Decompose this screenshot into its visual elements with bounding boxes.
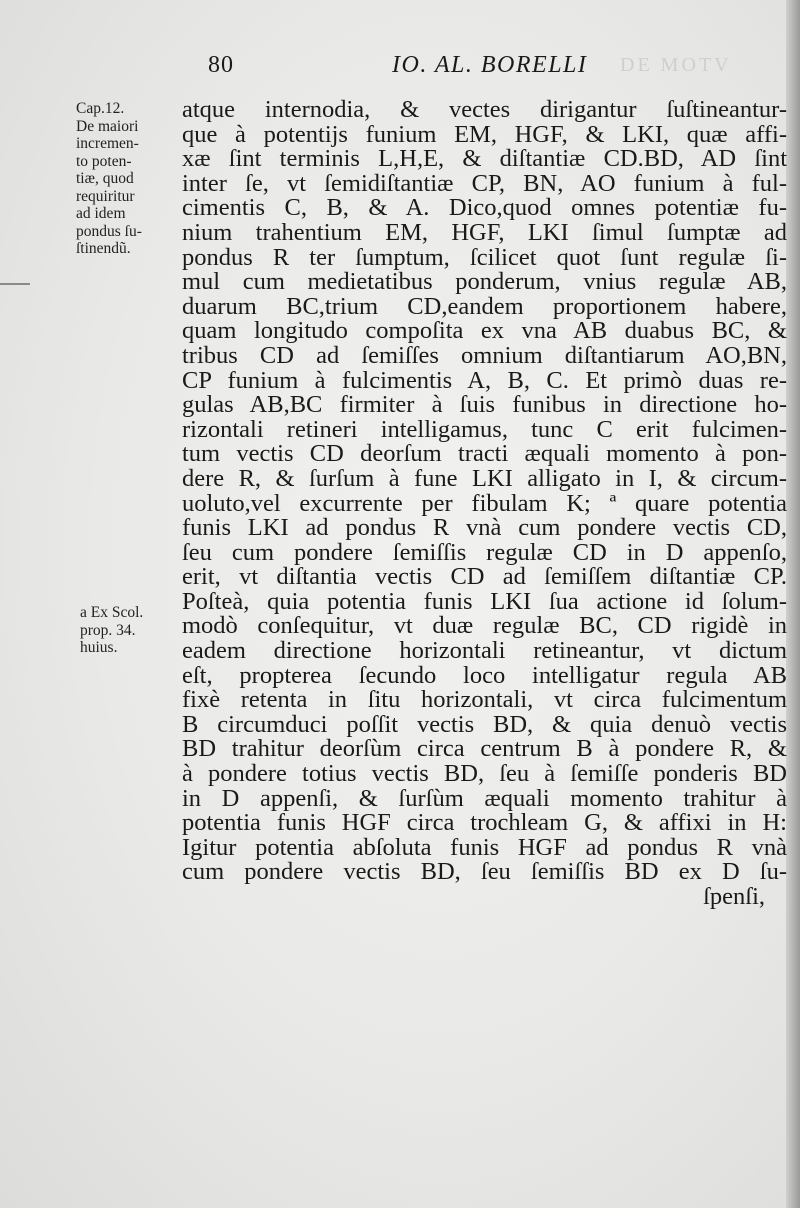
body-line: mul cum medietatibus ponderum, vnius regulæ AB,: [182, 268, 787, 296]
body-line: cum pondere vectis BD, ſeu ſemiſſis BD ex D ſu-: [182, 858, 787, 886]
margin-note-line: tiæ, quod: [76, 170, 134, 187]
margin-note-line: to poten-: [76, 152, 132, 170]
body-line: ſeu cum pondere ſemiſſis regulæ CD in D appenſo,: [182, 538, 787, 566]
body-text: [182, 98, 787, 910]
body-line: Igitur potentia abſoluta funis HGF ad pondus R vnà: [182, 833, 787, 861]
margin-note-line: De maiori: [76, 117, 139, 135]
body-line: potentia funis HGF circa trochleam G, & affixi in H:: [182, 809, 787, 837]
margin-note-line: huius.: [80, 639, 118, 656]
body-line: fixè retenta in ſitu horizontali, vt circa fulcimentum: [182, 686, 787, 714]
body-line: quam longitudo compoſita ex vna AB duabus BC, &: [182, 317, 787, 345]
body-line: duarum BC,trium CD,eandem proportionem habere,: [182, 292, 787, 320]
margin-note-line: pondus ſu-: [76, 222, 142, 240]
body-line: funis LKI ad pondus R vnà cum pondere vectis CD,: [182, 514, 787, 542]
catchword: ſpenſi,: [703, 883, 765, 910]
margin-note-reference: [80, 604, 176, 657]
body-line: eadem directione horizontali retineantur, vt dictum: [182, 637, 787, 665]
margin-note-line: requiritur: [76, 187, 135, 205]
body-line: tum vectis CD deorſum tracti æquali momento à pon-: [182, 440, 787, 468]
body-line: gulas AB,BC firmiter à ſuis funibus in directione ho-: [182, 391, 787, 419]
bleed-through-text: DE MOTV: [620, 54, 732, 76]
body-line: dere R, & ſurſum à fune LKI alligato in I, & circum-: [182, 464, 787, 492]
body-line: cimentis C, B, & A. Dico,quod omnes potentiæ fu-: [182, 194, 787, 222]
body-line: B circumduci poſſit vectis BD, & quia denuò vectis: [182, 710, 787, 738]
body-line: erit, vt diſtantia vectis CD ad ſemiſſem diſtantiæ CP.: [182, 563, 787, 591]
margin-note-line: ad idem: [76, 205, 126, 222]
body-line: à pondere totius vectis BD, ſeu à ſemiſſe ponderis BD: [182, 760, 787, 788]
body-line: Poſteà, quia potentia funis LKI ſua actione id ſolum-: [182, 587, 787, 615]
body-line: rizontali retineri intelligamus, tunc C erit fulcimen-: [182, 415, 787, 443]
margin-note-line: prop. 34.: [80, 621, 136, 639]
margin-note-line: incremen-: [76, 135, 139, 152]
page-number: 80: [208, 52, 234, 78]
margin-note-line: a Ex Scol.: [80, 604, 144, 621]
body-line: BD trahitur deorſùm circa centrum B à pondere R, &: [182, 735, 787, 763]
margin-mark: [0, 283, 30, 285]
page-edge-shadow: [786, 0, 800, 1208]
body-line: inter ſe, vt ſemidiſtantiæ CP, BN, AO funium à ful-: [182, 169, 787, 197]
body-line: eſt, propterea ſecundo loco intelligatur regula AB: [182, 661, 787, 689]
body-line: modò conſequitur, vt duæ regulæ BC, CD rigidè in: [182, 612, 787, 640]
body-line: que à potentijs funium EM, HGF, & LKI, quæ affi-: [182, 120, 787, 148]
body-line: nium trahentium EM, HGF, LKI ſimul ſumptæ ad: [182, 218, 787, 246]
body-line: CP funium à fulcimentis A, B, C. Et primò duas re-: [182, 366, 787, 394]
margin-note-line: Cap.12.: [76, 100, 125, 117]
body-line: in D appenſi, & ſurſùm æquali momento trahitur à: [182, 784, 787, 812]
body-line: xæ ſint terminis L,H,E, & diſtantiæ CD.BD, AD ſint: [182, 145, 787, 173]
running-title: IO. AL. BORELLI: [392, 52, 588, 78]
body-line: tribus CD ad ſemiſſes omnium diſtantiarum AO,BN,: [182, 341, 787, 369]
body-line: pondus R ter ſumptum, ſcilicet quot ſunt regulæ ſi-: [182, 243, 787, 271]
margin-note-line: ſtinendũ.: [76, 240, 131, 257]
margin-note-chapter: [76, 100, 176, 258]
body-line: atque internodia, & vectes dirigantur ſuſtineantur-: [182, 96, 787, 123]
body-line: uoluto,vel excurrente per fibulam K; ª quare potentia: [182, 489, 787, 517]
